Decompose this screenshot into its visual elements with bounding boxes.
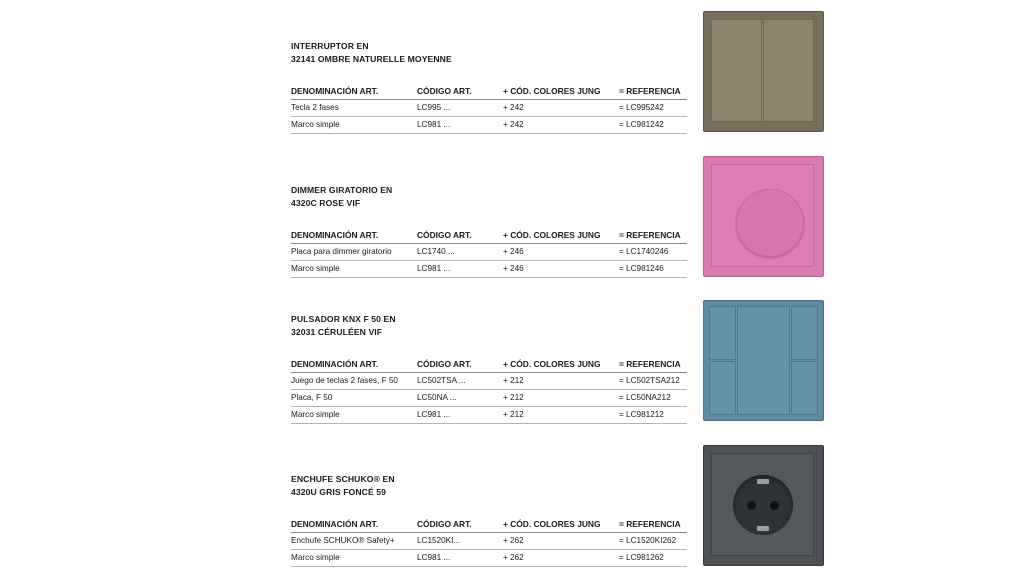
knx-plate xyxy=(709,306,818,415)
header-codigo: CÓDIGO ART. xyxy=(417,230,472,240)
table-row xyxy=(291,407,687,424)
header-referencia: = REFERENCIA xyxy=(619,230,681,240)
section-title xyxy=(291,313,687,339)
table-row xyxy=(291,261,687,278)
section-title xyxy=(291,184,687,210)
cell-denominacion: Marco simple xyxy=(291,120,340,129)
title-line-1: DIMMER GIRATORIO EN xyxy=(291,185,393,195)
cell-referencia: = LC981242 xyxy=(619,120,664,129)
section-pulsador-knx xyxy=(291,313,687,419)
cell-color: + 246 xyxy=(503,264,524,273)
cell-color: + 212 xyxy=(503,410,524,419)
cell-codigo: LC502TSA ... xyxy=(417,376,466,385)
table-header xyxy=(291,85,687,100)
title-line-2: 4320U GRIS FONCÉ 59 xyxy=(291,487,387,497)
cell-referencia: = LC502TSA212 xyxy=(619,376,680,385)
product-image-enchufe-schuko xyxy=(703,445,824,566)
cell-referencia: = LC50NA212 xyxy=(619,393,671,402)
cell-referencia: = LC981262 xyxy=(619,553,664,562)
cell-color: + 262 xyxy=(503,536,524,545)
cell-color: + 212 xyxy=(503,376,524,385)
header-codigo: CÓDIGO ART. xyxy=(417,86,472,96)
pin-hole-left xyxy=(747,501,756,510)
cell-referencia: = LC1740246 xyxy=(619,247,669,256)
knx-key-bottom-left xyxy=(709,361,736,415)
header-denominacion: DENOMINACIÓN ART. xyxy=(291,519,379,529)
cell-codigo: LC981 ... xyxy=(417,120,451,129)
table-header xyxy=(291,229,687,244)
cell-codigo: LC1520KI... xyxy=(417,536,461,545)
header-referencia: = REFERENCIA xyxy=(619,86,681,96)
rocker-right xyxy=(763,19,814,122)
article-table xyxy=(291,518,687,567)
cell-codigo: LC1740 ... xyxy=(417,247,455,256)
cell-codigo: LC981 ... xyxy=(417,264,451,273)
header-colores: + CÓD. COLORES JUNG xyxy=(503,230,601,240)
earth-clip-top xyxy=(757,479,769,484)
table-row xyxy=(291,373,687,390)
dimmer-plate xyxy=(711,164,814,267)
section-enchufe-schuko xyxy=(291,473,687,562)
header-referencia: = REFERENCIA xyxy=(619,359,681,369)
table-row xyxy=(291,550,687,567)
cell-color: + 242 xyxy=(503,103,524,112)
title-line-2: 4320C ROSE VIF xyxy=(291,198,361,208)
earth-clip-bottom xyxy=(757,526,769,531)
header-codigo: CÓDIGO ART. xyxy=(417,519,472,529)
knx-key-top-left xyxy=(709,306,736,360)
title-line-1: PULSADOR KNX F 50 EN xyxy=(291,314,396,324)
table-row xyxy=(291,117,687,134)
cell-denominacion: Juego de teclas 2 fases, F 50 xyxy=(291,376,398,385)
article-table xyxy=(291,358,687,424)
cell-color: + 242 xyxy=(503,120,524,129)
cell-codigo: LC50NA ... xyxy=(417,393,457,402)
knx-key-center xyxy=(737,306,790,415)
table-row xyxy=(291,533,687,550)
dimmer-knob xyxy=(736,189,804,257)
article-table xyxy=(291,229,687,278)
cell-color: + 262 xyxy=(503,553,524,562)
cell-denominacion: Marco simple xyxy=(291,410,340,419)
table-header xyxy=(291,358,687,373)
knx-key-top-right xyxy=(791,306,818,360)
table-row xyxy=(291,244,687,261)
product-image-dimmer xyxy=(703,156,824,277)
socket-plate xyxy=(711,453,814,556)
table-header xyxy=(291,518,687,533)
product-image-interruptor xyxy=(703,11,824,132)
cell-denominacion: Placa para dimmer giratorio xyxy=(291,247,392,256)
section-title xyxy=(291,473,687,499)
cell-codigo: LC981 ... xyxy=(417,410,451,419)
cell-denominacion: Marco simple xyxy=(291,264,340,273)
cell-referencia: = LC1520KI262 xyxy=(619,536,677,545)
cell-codigo: LC995 ... xyxy=(417,103,451,112)
cell-denominacion: Marco simple xyxy=(291,553,340,562)
socket-outlet xyxy=(733,475,793,535)
title-line-1: INTERRUPTOR EN xyxy=(291,41,369,51)
table-row xyxy=(291,390,687,407)
header-referencia: = REFERENCIA xyxy=(619,519,681,529)
header-colores: + CÓD. COLORES JUNG xyxy=(503,359,601,369)
title-line-2: 32141 OMBRE NATURELLE MOYENNE xyxy=(291,54,452,64)
table-row xyxy=(291,100,687,117)
article-table xyxy=(291,85,687,134)
cell-denominacion: Tecla 2 fases xyxy=(291,103,339,112)
cell-color: + 212 xyxy=(503,393,524,402)
section-title xyxy=(291,40,687,66)
knx-key-bottom-right xyxy=(791,361,818,415)
header-denominacion: DENOMINACIÓN ART. xyxy=(291,359,379,369)
rocker-left xyxy=(711,19,762,122)
header-codigo: CÓDIGO ART. xyxy=(417,359,472,369)
cell-referencia: = LC981212 xyxy=(619,410,664,419)
cell-color: + 246 xyxy=(503,247,524,256)
cell-referencia: = LC981246 xyxy=(619,264,664,273)
cell-denominacion: Placa, F 50 xyxy=(291,393,333,402)
header-denominacion: DENOMINACIÓN ART. xyxy=(291,86,379,96)
switch-plate xyxy=(711,19,814,122)
pin-hole-right xyxy=(770,501,779,510)
cell-referencia: = LC995242 xyxy=(619,103,664,112)
cell-denominacion: Enchufe SCHUKO® Safety+ xyxy=(291,536,395,545)
header-denominacion: DENOMINACIÓN ART. xyxy=(291,230,379,240)
title-line-1: ENCHUFE SCHUKO® EN xyxy=(291,474,395,484)
header-colores: + CÓD. COLORES JUNG xyxy=(503,519,601,529)
product-image-pulsador-knx xyxy=(703,300,824,421)
section-interruptor xyxy=(291,40,687,129)
cell-codigo: LC981 ... xyxy=(417,553,451,562)
section-dimmer xyxy=(291,184,687,273)
header-colores: + CÓD. COLORES JUNG xyxy=(503,86,601,96)
title-line-2: 32031 CÉRULÉEN VIF xyxy=(291,327,383,337)
